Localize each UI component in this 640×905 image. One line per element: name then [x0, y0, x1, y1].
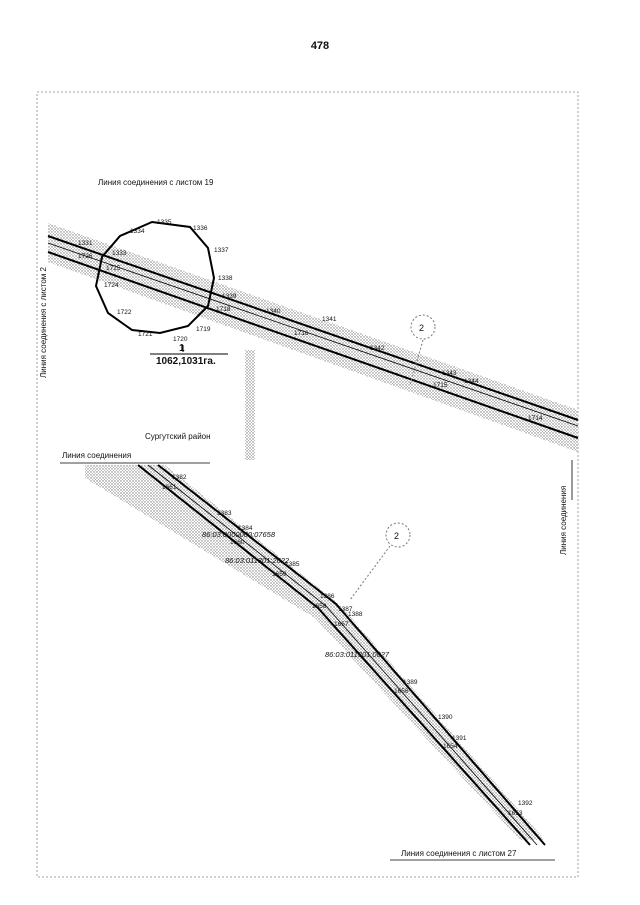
corridor-band-top: [48, 223, 578, 452]
point-label: 1339: [222, 293, 237, 300]
point-label: 1714: [528, 415, 543, 422]
point-label: 1716: [294, 330, 309, 337]
point-label: 1659: [272, 571, 287, 578]
point-label: 1392: [518, 800, 533, 807]
point-label: 1654: [443, 743, 458, 750]
point-label: 1384: [238, 525, 253, 532]
point-label: 1657: [334, 621, 349, 628]
point-label: 1338: [218, 275, 233, 282]
point-label: 1386: [320, 593, 335, 600]
callout-number-bottom: 2: [394, 531, 400, 541]
corridor-line-3: [48, 252, 578, 438]
point-label: 1336: [193, 225, 208, 232]
point-label: 1341: [322, 316, 337, 323]
point-label: 1343: [442, 370, 457, 377]
join-line-short-label: Линия соединения: [62, 451, 132, 460]
page-number: 478: [310, 40, 330, 52]
point-label: 1653: [508, 810, 523, 817]
corridor-line-2: [48, 243, 578, 426]
point-label: 1385: [285, 561, 300, 568]
point-label: 1726: [78, 253, 93, 260]
cadastral-number: 86:03:011301:2622: [225, 556, 290, 565]
point-label: 1656: [394, 688, 409, 695]
point-label: 1334: [130, 228, 145, 235]
point-label: 1388: [348, 611, 363, 618]
point-label: 1390: [438, 714, 453, 721]
point-label: 1721: [138, 331, 153, 338]
point-label: 1722: [117, 309, 132, 316]
join-line-bottom-label: Линия соединения с листом 27: [401, 849, 517, 858]
cadastral-number: 86:03:0000000:07658: [202, 530, 275, 539]
point-label: 1333: [112, 250, 127, 257]
point-label: 1382: [172, 474, 187, 481]
hatched-leader: [245, 350, 255, 460]
point-label: 1331: [78, 240, 93, 247]
point-label: 1383: [217, 510, 232, 517]
point-label: 1340: [266, 308, 281, 315]
point-label: 1715: [433, 382, 448, 389]
point-label: 1658: [312, 603, 327, 610]
point-label: 1389: [403, 679, 418, 686]
cadastral-number: 86:03:011301:0027: [325, 650, 390, 659]
point-label: 1387: [338, 606, 353, 613]
point-label: 1720: [173, 336, 188, 343]
parcel-area: 1062,1031га.: [156, 356, 216, 367]
point-label: 1718: [216, 306, 231, 313]
point-label: 1725: [106, 265, 121, 272]
district-label: Сургутский район: [145, 432, 211, 441]
point-label: 1342: [370, 345, 385, 352]
join-line-right-label: Линия соединения: [559, 485, 568, 555]
point-label: 1337: [214, 247, 229, 254]
join-line-top-label: Линия соединения с листом 19: [98, 178, 214, 187]
point-label: 1719: [196, 326, 211, 333]
join-line-left-label: Линия соединения с листом 2: [39, 267, 48, 378]
point-label: 1391: [452, 735, 467, 742]
callout-number-top: 2: [419, 323, 425, 333]
point-label: 1335: [157, 219, 172, 226]
parcel-number: 1: [179, 343, 185, 354]
point-label: 1724: [104, 282, 119, 289]
point-label: 1661: [162, 484, 177, 491]
point-label: 1660: [230, 539, 245, 546]
point-label: 1344: [464, 378, 479, 385]
